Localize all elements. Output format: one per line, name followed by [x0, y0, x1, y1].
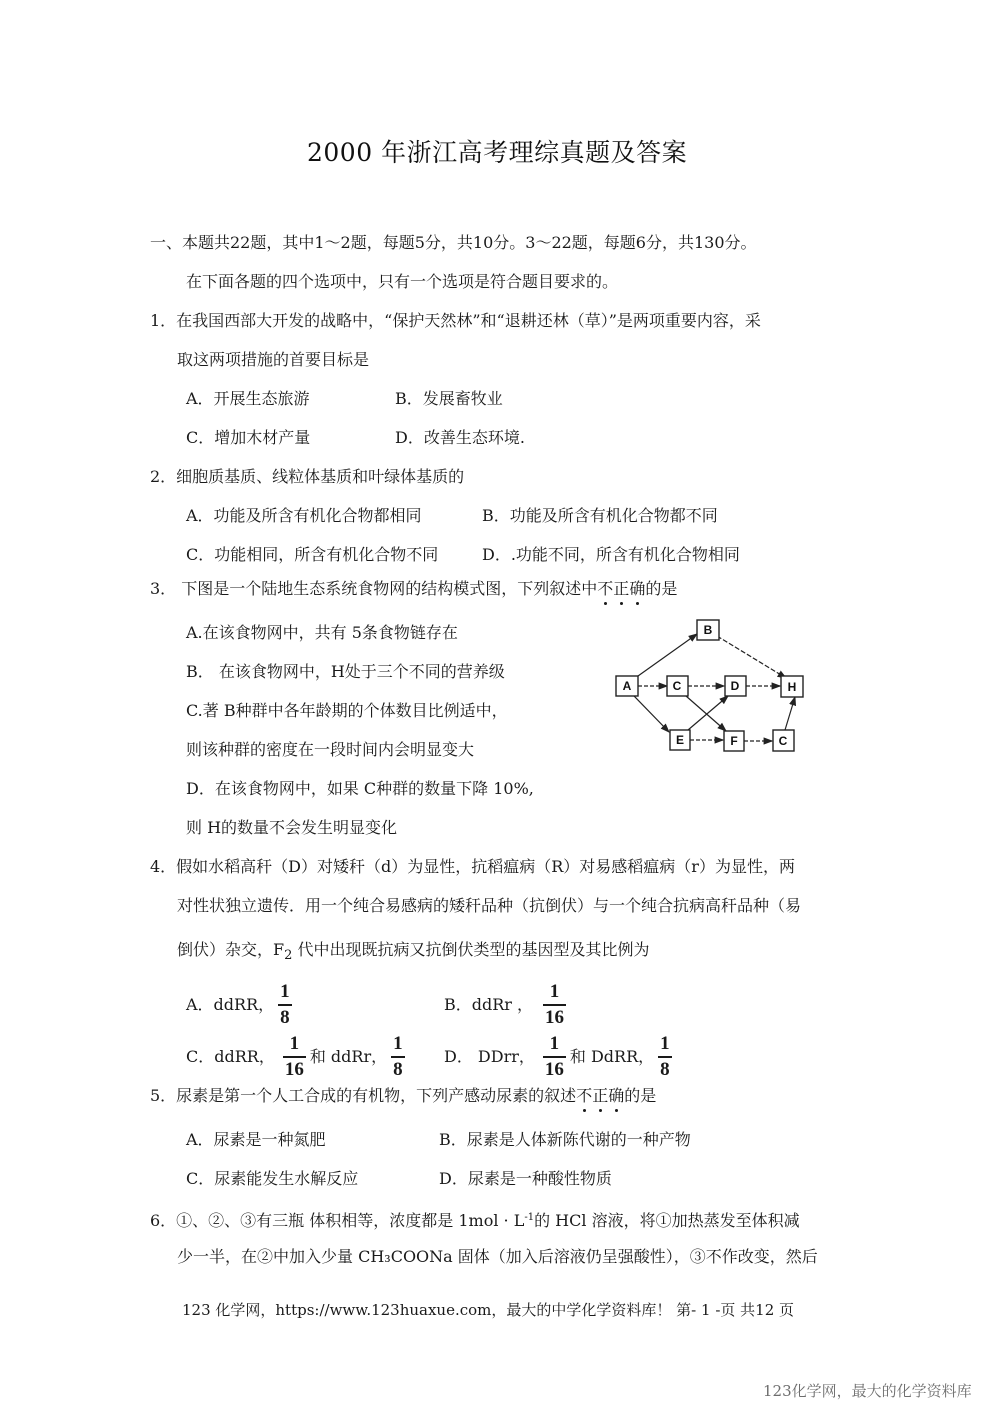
q4-stem-line3: [177, 940, 649, 966]
emphasis-char: 不: [576, 1086, 593, 1105]
node-d: D: [730, 679, 740, 693]
numerator: 1: [278, 980, 292, 1006]
q1-option-d: D．改善生态环境.: [395, 428, 525, 447]
q3-option-a: A.在该食物网中，共有 5条食物链存在: [186, 623, 458, 642]
section-instruction: 在下面各题的四个选项中，只有一个选项是符合题目要求的。: [186, 272, 619, 291]
q4-stem-line1: 4．假如水稻高秆（D）对矮秆（d）为显性，抗稻瘟病（R）对易感稻瘟病（r）为显性，两: [150, 857, 795, 876]
section-heading: 一、本题共22题，其中1～2题，每题5分，共10分。3～22题，每题6分，共130分。: [150, 233, 757, 252]
edge-c-f: [686, 696, 726, 731]
q6-line1-prefix: 6．①、②、③有三瓶 体积相等，浓度都是 1mol · L: [150, 1211, 525, 1230]
numerator: 1: [543, 1032, 566, 1058]
q4-option-c-mid: 和 ddRr，: [309, 1047, 388, 1066]
denominator: 16: [545, 1007, 565, 1028]
fraction: [278, 980, 292, 1030]
q4-option-c: [186, 1032, 409, 1082]
food-web-diagram: [600, 610, 820, 760]
q4-option-b-label: B．ddRr ，: [444, 995, 534, 1014]
node-f: F: [730, 734, 738, 748]
denominator: 16: [284, 1059, 304, 1080]
numerator: 1: [283, 1032, 306, 1058]
emphasis-char: 确: [629, 579, 646, 598]
q2-stem: 2．细胞质基质、线粒体基质和叶绿体基质的: [150, 467, 465, 486]
q4-line3-subscript: 2: [284, 948, 293, 963]
fraction: [543, 980, 566, 1030]
denominator: 8: [660, 1059, 670, 1080]
q5-option-c: C．尿素能发生水解反应: [186, 1169, 359, 1188]
numerator: 1: [391, 1032, 405, 1058]
q4-line3-suffix: 代中出现既抗病又抗倒伏类型的基因型及其比例为: [292, 940, 650, 959]
q4-option-c-label: C．ddRR，: [186, 1047, 275, 1066]
q5-option-a: A．尿素是一种氮肥: [186, 1130, 326, 1149]
node-b: B: [703, 623, 713, 637]
q3-stem-suffix: 的是: [645, 579, 678, 598]
node-e: E: [675, 733, 685, 747]
q4-option-a-label: A．ddRR，: [186, 995, 275, 1014]
q4-option-d-label: D． DDrr，: [444, 1047, 535, 1066]
emphasis-char: 确: [608, 1086, 625, 1105]
node-c2: C: [778, 734, 788, 748]
fraction: [543, 1032, 566, 1082]
denominator: 16: [544, 1059, 564, 1080]
q3-option-d-line1: D．在该食物网中，如果 C种群的数量下降 10%,: [186, 779, 534, 798]
q1-stem-line1: 1．在我国西部大开发的战略中，“保护天然林”和“退耕还林（草）”是两项重要内容，采: [150, 311, 761, 330]
fraction: [283, 1032, 306, 1082]
q2-option-c: C．功能相同，所含有机化合物不同: [186, 545, 439, 564]
edge-a-b: [638, 634, 697, 676]
node-h: H: [787, 680, 797, 694]
edge-e-d: [688, 696, 728, 730]
q3-stem: [150, 579, 677, 599]
q3-option-c-line1: C.著 B种群中各年龄期的个体数目比例适中，: [186, 701, 508, 720]
node-c: C: [672, 679, 682, 693]
emphasis-char: 正: [613, 579, 630, 598]
q2-option-b: B．功能及所含有机化合物都不同: [482, 506, 718, 525]
q4-stem-line2: 对性状独立遗传．用一个纯合易感病的矮秆品种（抗倒伏）与一个纯合抗病高秆品种（易: [177, 896, 802, 915]
page-title: 2000 年浙江高考理综真题及答案: [307, 138, 688, 167]
q4-line3-prefix: 倒伏）杂交，F: [177, 940, 285, 959]
q4-option-d-mid: 和 DdRR，: [569, 1047, 655, 1066]
node-a: A: [622, 679, 632, 693]
watermark: 123化学网，最大的化学资料库: [763, 1382, 972, 1400]
q5-stem: [150, 1086, 656, 1106]
q4-option-a: [186, 980, 296, 1030]
q6-line1-superscript: -1: [524, 1212, 535, 1223]
q3-option-c-line2: 则该种群的密度在一段时间内会明显变大: [186, 740, 475, 759]
emphasis-char: 正: [592, 1086, 609, 1105]
q6-stem-line1: [150, 1208, 800, 1231]
denominator: 8: [393, 1059, 403, 1080]
q2-option-a: A．功能及所含有机化合物都相同: [186, 506, 422, 525]
q5-option-d: D．尿素是一种酸性物质: [439, 1169, 612, 1188]
q4-option-b: [444, 980, 570, 1030]
denominator: 8: [280, 1007, 290, 1028]
edge-a-e: [634, 696, 669, 732]
q5-stem-suffix: 的是: [624, 1086, 657, 1105]
edge-b-h: [717, 636, 786, 678]
q6-line1-suffix: 的 HCl 溶液，将①加热蒸发至体积减: [534, 1211, 800, 1230]
emphasis-char: 不: [597, 579, 614, 598]
q3-option-d-line2: 则 H的数量不会发生明显变化: [186, 818, 398, 837]
q4-option-d: [444, 1032, 676, 1082]
q6-stem-line2: 少一半，在②中加入少量 CH₃COONa 固体（加入后溶液仍呈强酸性），③不作改变，然后: [177, 1247, 818, 1266]
q1-option-b: B．发展畜牧业: [395, 389, 503, 408]
q5-stem-prefix: 5．尿素是第一个人工合成的有机物，下列产感动尿素的叙述: [150, 1086, 577, 1105]
q5-option-b: B．尿素是人体新陈代谢的一种产物: [439, 1130, 691, 1149]
q1-option-c: C．增加木材产量: [186, 428, 311, 447]
numerator: 1: [658, 1032, 672, 1058]
q3-option-b: B． 在该食物网中，H处于三个不同的营养级: [186, 662, 505, 681]
q2-option-d: D．.功能不同，所含有机化合物相同: [482, 545, 740, 564]
fraction: [658, 1032, 672, 1082]
numerator: 1: [543, 980, 566, 1006]
q1-stem-line2: 取这两项措施的首要目标是: [177, 350, 370, 369]
q1-option-a: A．开展生态旅游: [186, 389, 310, 408]
fraction: [391, 1032, 405, 1082]
edge-c2-h: [785, 697, 795, 730]
page-footer: 123 化学网，https://www.123huaxue.com，最大的中学化学资料库！ 第- 1 -页 共12 页: [182, 1301, 795, 1319]
q3-stem-prefix: 3． 下图是一个陆地生态系统食物网的结构模式图，下列叙述中: [150, 579, 598, 598]
